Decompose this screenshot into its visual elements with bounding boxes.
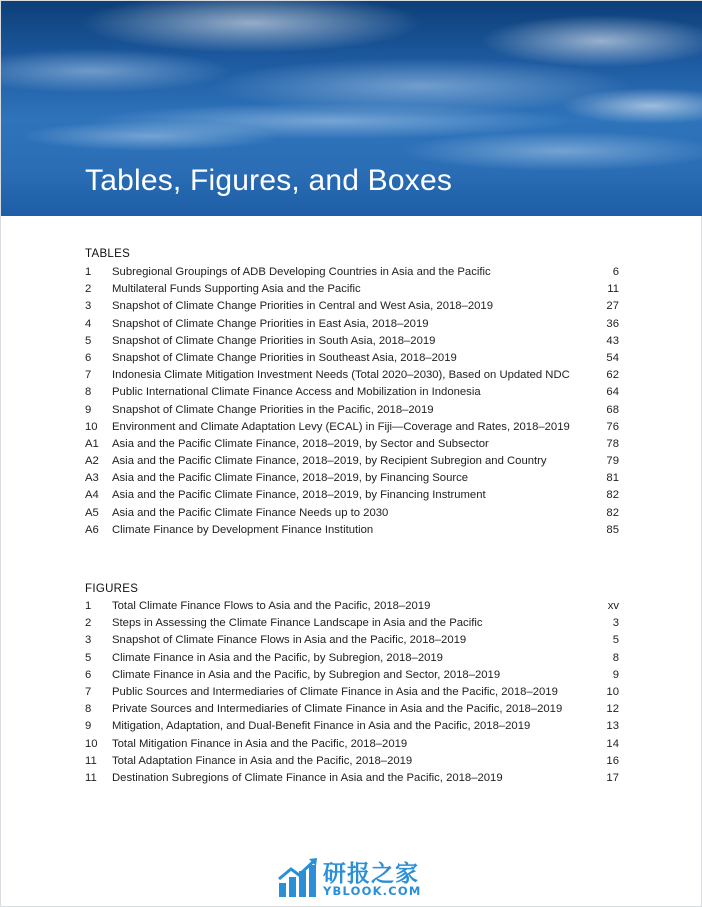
item-title: Climate Finance in Asia and the Pacific, by Subregion, 2018–2019 bbox=[112, 651, 443, 664]
sky-banner bbox=[1, 1, 702, 216]
list-item[interactable] bbox=[85, 402, 619, 419]
item-page-number: 11 bbox=[607, 283, 619, 296]
item-title: Climate Finance by Development Finance Institution bbox=[112, 523, 374, 536]
item-page-number: 6 bbox=[612, 266, 619, 278]
item-number: 2 bbox=[85, 617, 92, 630]
list-item[interactable] bbox=[85, 632, 619, 649]
item-page-number: 43 bbox=[606, 334, 619, 347]
item-title: Asia and the Pacific Climate Finance, 2018–2019, by Sector and Subsector bbox=[112, 437, 489, 450]
item-title: Snapshot of Climate Change Priorities in Central and West Asia, 2018–2019 bbox=[112, 300, 493, 313]
list-item[interactable] bbox=[85, 487, 619, 504]
item-number: 7 bbox=[85, 369, 92, 382]
list-item[interactable] bbox=[85, 367, 619, 384]
item-page-number: 79 bbox=[606, 455, 619, 468]
item-title: Destination Subregions of Climate Finance in Asia and the Pacific, 2018–2019 bbox=[112, 771, 503, 784]
watermark bbox=[277, 857, 437, 901]
list-item[interactable] bbox=[85, 701, 619, 718]
list-item[interactable] bbox=[85, 316, 619, 333]
item-number: A3 bbox=[85, 472, 99, 485]
list-item[interactable] bbox=[85, 598, 619, 615]
list-item[interactable] bbox=[85, 650, 619, 667]
item-title: Asia and the Pacific Climate Finance, 2018–2019, by Recipient Subregion and Country bbox=[112, 455, 547, 468]
item-number: 4 bbox=[85, 317, 92, 330]
item-title: Public International Climate Finance Access and Mobilization in Indonesia bbox=[112, 386, 481, 399]
item-title: Private Sources and Intermediaries of Climate Finance in Asia and the Pacific, 2018–2019 bbox=[112, 703, 563, 716]
item-title: Environment and Climate Adaptation Levy (ECAL) in Fiji—Coverage and Rates, 2018–2019 bbox=[112, 420, 570, 433]
item-title: Asia and the Pacific Climate Finance Needs up to 2030 bbox=[112, 506, 389, 519]
item-title: Snapshot of Climate Change Priorities in South Asia, 2018–2019 bbox=[112, 334, 436, 347]
list-item[interactable] bbox=[85, 505, 619, 522]
item-page-number: 62 bbox=[606, 369, 619, 382]
item-number: A4 bbox=[85, 489, 99, 502]
item-number: 5 bbox=[85, 651, 92, 664]
watermark-chinese: 研报之家 bbox=[323, 861, 419, 887]
watermark-english: YBLOOK.COM bbox=[323, 884, 422, 898]
list-item[interactable] bbox=[85, 350, 619, 367]
list-item[interactable] bbox=[85, 436, 619, 453]
item-page-number: 3 bbox=[612, 617, 619, 630]
list-item[interactable] bbox=[85, 453, 619, 470]
page-title: Tables, Figures, and Boxes bbox=[85, 164, 453, 197]
item-number: 6 bbox=[85, 668, 92, 681]
item-page-number: 76 bbox=[606, 420, 619, 433]
item-number: 2 bbox=[85, 283, 92, 296]
list-item[interactable] bbox=[85, 384, 619, 401]
item-page-number: 10 bbox=[606, 685, 619, 698]
list-item[interactable] bbox=[85, 667, 619, 684]
item-title: Public Sources and Intermediaries of Climate Finance in Asia and the Pacific, 2018–2019 bbox=[112, 685, 558, 698]
item-title: Multilateral Funds Supporting Asia and the Pacific bbox=[112, 283, 361, 296]
list-item[interactable] bbox=[85, 333, 619, 350]
item-page-number: 54 bbox=[606, 351, 619, 364]
list-item[interactable] bbox=[85, 736, 619, 753]
item-page-number: 9 bbox=[612, 668, 619, 681]
item-number: 8 bbox=[85, 386, 92, 399]
item-page-number: 64 bbox=[606, 386, 619, 399]
item-title: Asia and the Pacific Climate Finance, 2018–2019, by Financing Source bbox=[112, 472, 469, 485]
item-title: Snapshot of Climate Finance Flows in Asia and the Pacific, 2018–2019 bbox=[112, 634, 467, 647]
item-page-number: 16 bbox=[606, 754, 619, 767]
item-page-number: 85 bbox=[606, 523, 619, 536]
list-item[interactable] bbox=[85, 419, 619, 436]
item-number: 8 bbox=[85, 703, 92, 716]
item-number: 6 bbox=[85, 351, 92, 364]
figures-list bbox=[85, 598, 619, 787]
item-page-number: 27 bbox=[606, 300, 619, 313]
item-number: 3 bbox=[85, 300, 92, 313]
item-number: 10 bbox=[85, 420, 98, 433]
item-page-number: 12 bbox=[606, 703, 619, 716]
tables-list bbox=[85, 264, 619, 539]
item-page-number: 68 bbox=[606, 403, 619, 416]
item-number: 1 bbox=[85, 600, 92, 612]
item-title: Climate Finance in Asia and the Pacific, by Subregion and Sector, 2018–2019 bbox=[112, 668, 501, 681]
list-item[interactable] bbox=[85, 470, 619, 487]
item-number: 9 bbox=[85, 720, 92, 733]
item-number: 3 bbox=[85, 634, 92, 647]
item-title: Total Climate Finance Flows to Asia and the Pacific, 2018–2019 bbox=[112, 600, 431, 612]
item-page-number: 78 bbox=[606, 437, 619, 450]
item-title: Indonesia Climate Mitigation Investment Needs (Total 2020–2030), Based on Updated NDC bbox=[112, 369, 570, 382]
item-page-number: 13 bbox=[606, 720, 619, 733]
item-page-number: 8 bbox=[612, 651, 619, 664]
item-page-number: 14 bbox=[606, 737, 619, 750]
item-title: Snapshot of Climate Change Priorities in Southeast Asia, 2018–2019 bbox=[112, 351, 457, 364]
item-number: A1 bbox=[85, 437, 99, 450]
list-item[interactable] bbox=[85, 718, 619, 735]
list-item[interactable] bbox=[85, 770, 619, 787]
list-item[interactable] bbox=[85, 684, 619, 701]
item-title: Snapshot of Climate Change Priorities in East Asia, 2018–2019 bbox=[112, 317, 429, 330]
item-number: 7 bbox=[85, 685, 92, 698]
list-item[interactable] bbox=[85, 615, 619, 632]
item-number: A6 bbox=[85, 523, 99, 536]
list-item[interactable] bbox=[85, 753, 619, 770]
item-number: 10 bbox=[85, 737, 98, 750]
item-page-number: 36 bbox=[606, 317, 619, 330]
item-page-number: 81 bbox=[606, 472, 619, 485]
item-page-number: 82 bbox=[606, 489, 619, 502]
item-number: 11 bbox=[85, 771, 97, 784]
item-number: 5 bbox=[85, 334, 92, 347]
list-item[interactable] bbox=[85, 298, 619, 315]
item-number: A2 bbox=[85, 455, 99, 468]
item-number: A5 bbox=[85, 506, 99, 519]
list-item[interactable] bbox=[85, 264, 619, 281]
item-page-number: 5 bbox=[612, 634, 619, 647]
item-page-number: 82 bbox=[606, 506, 619, 519]
list-item[interactable] bbox=[85, 281, 619, 298]
item-number: 9 bbox=[85, 403, 92, 416]
list-item[interactable] bbox=[85, 522, 619, 539]
item-title: Steps in Assessing the Climate Finance Landscape in Asia and the Pacific bbox=[112, 617, 483, 630]
item-title: Subregional Groupings of ADB Developing Countries in Asia and the Pacific bbox=[112, 266, 491, 278]
item-page-number: 17 bbox=[606, 771, 619, 784]
item-title: Snapshot of Climate Change Priorities in the Pacific, 2018–2019 bbox=[112, 403, 434, 416]
item-title: Mitigation, Adaptation, and Dual-Benefit Finance in Asia and the Pacific, 2018–2019 bbox=[112, 720, 531, 733]
item-page-number: xv bbox=[607, 600, 619, 612]
tables-heading: TABLES bbox=[85, 248, 131, 260]
figures-heading: FIGURES bbox=[85, 583, 139, 595]
item-number: 11 bbox=[85, 754, 97, 767]
item-title: Asia and the Pacific Climate Finance, 2018–2019, by Financing Instrument bbox=[112, 489, 486, 502]
item-title: Total Adaptation Finance in Asia and the Pacific, 2018–2019 bbox=[112, 754, 413, 767]
item-number: 1 bbox=[85, 266, 92, 278]
bar-chart-logo-icon bbox=[277, 857, 319, 899]
item-title: Total Mitigation Finance in Asia and the Pacific, 2018–2019 bbox=[112, 737, 408, 750]
